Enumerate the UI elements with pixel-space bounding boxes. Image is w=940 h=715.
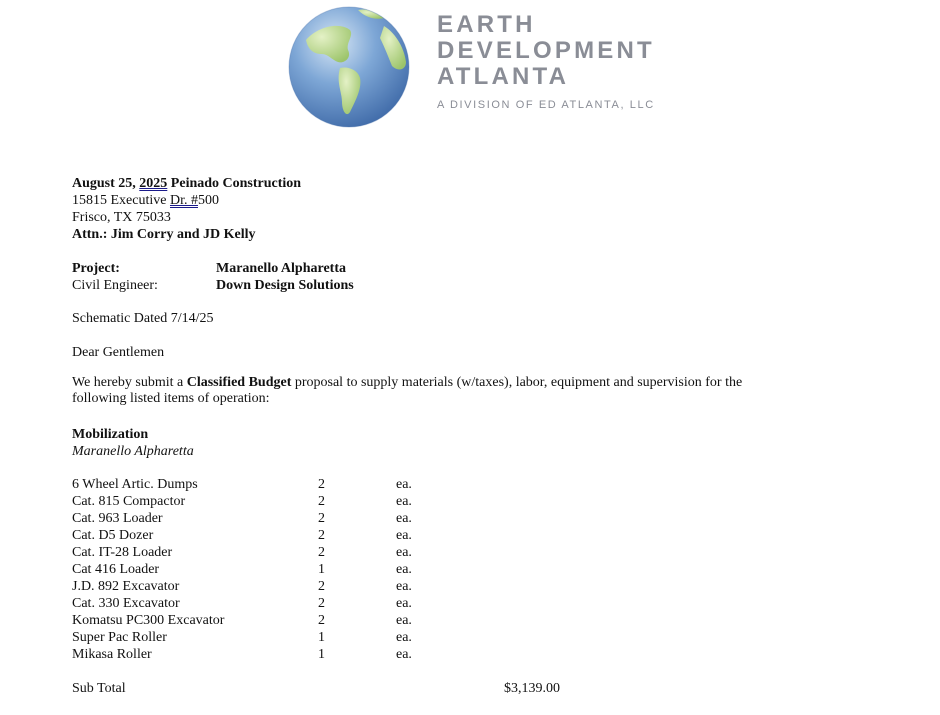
item-name: Komatsu PC300 Excavator xyxy=(72,613,225,628)
list-item xyxy=(72,527,832,544)
item-qty: 2 xyxy=(318,494,325,509)
date-prefix: August 25, xyxy=(72,176,140,191)
list-item xyxy=(72,646,832,663)
logo-subtitle: A DIVISION OF ED ATLANTA, LLC xyxy=(437,99,655,111)
item-qty: 2 xyxy=(318,579,325,594)
address-abbr: Dr. # xyxy=(169,193,198,208)
item-unit: ea. xyxy=(396,613,412,628)
salutation: Dear Gentlemen xyxy=(72,344,165,360)
intro-paragraph xyxy=(72,375,792,408)
company-logo-text xyxy=(437,12,655,111)
intro-pre: We hereby submit a xyxy=(72,374,187,390)
address-line-2: Frisco, TX 75033 xyxy=(72,210,171,225)
intro-bold: Classified Budget xyxy=(186,374,292,390)
list-item xyxy=(72,612,832,629)
list-item xyxy=(72,561,832,578)
item-unit: ea. xyxy=(396,545,412,560)
item-unit: ea. xyxy=(396,477,412,492)
project-label: Project: xyxy=(72,260,120,276)
item-qty: 2 xyxy=(318,528,325,543)
section-subheading: Maranello Alpharetta xyxy=(72,443,194,459)
item-name: Cat 416 Loader xyxy=(72,562,160,577)
list-item xyxy=(72,578,832,595)
item-name: Cat. D5 Dozer xyxy=(72,528,154,543)
item-qty: 1 xyxy=(318,630,325,645)
recipient-name: Peinado Construction xyxy=(167,176,302,191)
item-qty: 2 xyxy=(318,511,325,526)
item-unit: ea. xyxy=(396,494,412,509)
attention-line: Attn.: Jim Corry and JD Kelly xyxy=(72,227,256,242)
letter-body xyxy=(72,175,832,697)
logo-line-earth: EARTH xyxy=(437,11,536,38)
project-row xyxy=(72,260,832,277)
item-qty: 1 xyxy=(318,562,325,577)
item-qty: 2 xyxy=(318,596,325,611)
date-recipient-line xyxy=(72,175,832,192)
address-suite: 500 xyxy=(197,193,219,208)
subtotal-label: Sub Total xyxy=(72,680,126,696)
logo-line-development: DEVELOPMENT xyxy=(437,37,655,64)
item-name: J.D. 892 Excavator xyxy=(72,579,180,594)
item-name: Cat. IT-28 Loader xyxy=(72,545,173,560)
list-item xyxy=(72,510,832,527)
item-name: Super Pac Roller xyxy=(72,630,167,645)
engineer-value: Down Design Solutions xyxy=(216,277,354,293)
subtotal-value: $3,139.00 xyxy=(504,680,560,696)
item-qty: 2 xyxy=(318,477,325,492)
item-name: Cat. 963 Loader xyxy=(72,511,163,526)
list-item xyxy=(72,476,832,493)
item-qty: 2 xyxy=(318,613,325,628)
address-line-1 xyxy=(72,192,832,209)
item-qty: 1 xyxy=(318,647,325,662)
list-item xyxy=(72,493,832,510)
logo-line-atlanta: ATLANTA xyxy=(437,63,570,90)
item-name: 6 Wheel Artic. Dumps xyxy=(72,477,198,492)
item-name: Cat. 815 Compactor xyxy=(72,494,186,509)
subtotal-row xyxy=(72,680,832,697)
item-unit: ea. xyxy=(396,630,412,645)
schematic-line: Schematic Dated 7/14/25 xyxy=(72,311,214,326)
item-unit: ea. xyxy=(396,511,412,526)
item-unit: ea. xyxy=(396,562,412,577)
engineer-label: Civil Engineer: xyxy=(72,277,158,293)
item-unit: ea. xyxy=(396,647,412,662)
project-value: Maranello Alpharetta xyxy=(216,260,347,276)
list-item xyxy=(72,544,832,561)
list-item xyxy=(72,595,832,612)
item-unit: ea. xyxy=(396,579,412,594)
equipment-list xyxy=(72,476,832,663)
item-name: Cat. 330 Excavator xyxy=(72,596,180,611)
item-unit: ea. xyxy=(396,528,412,543)
section-heading: Mobilization xyxy=(72,426,149,442)
item-qty: 2 xyxy=(318,545,325,560)
intro-post: proposal to supply materials (w/taxes), labor, equipment and supervision for the following listed items of operation: xyxy=(72,374,743,406)
list-item xyxy=(72,629,832,646)
address-street: 15815 Executive xyxy=(72,193,170,208)
engineer-row xyxy=(72,277,832,294)
item-name: Mikasa Roller xyxy=(72,647,152,662)
date-year: 2025 xyxy=(139,176,168,191)
globe-logo-icon xyxy=(288,6,410,128)
item-unit: ea. xyxy=(396,596,412,611)
